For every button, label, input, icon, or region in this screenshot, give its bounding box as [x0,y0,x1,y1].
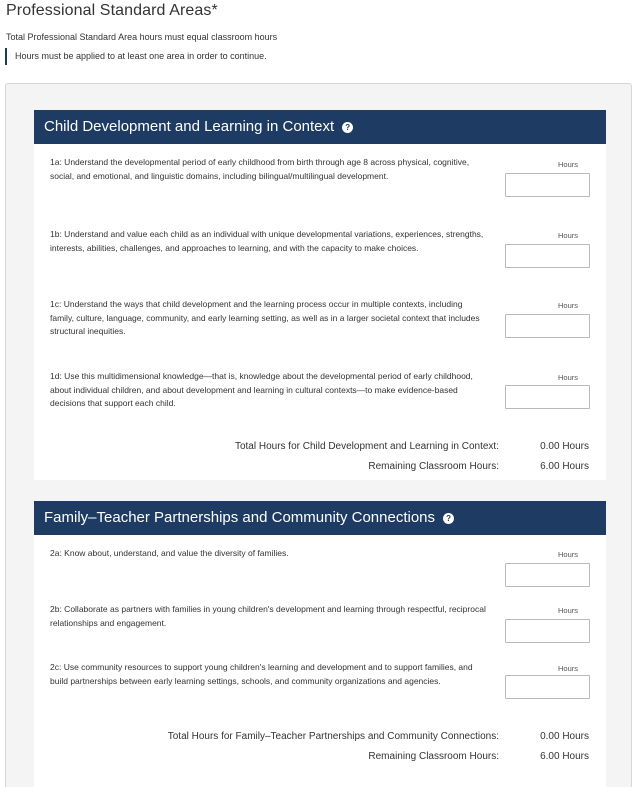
total-hours-row [235,441,589,452]
hours-label: Hours [558,606,579,615]
total-hours-label: Total Hours for Child Development and Learning in Context: [234,441,499,452]
hours-label: Hours [558,301,579,310]
standard-text: 2a: Know about, understand, and value the diversity of families. [50,548,289,558]
section-header [34,501,606,535]
remaining-hours-label: Remaining Classroom Hours: [368,461,499,472]
standard-text: 1a: Understand the developmental period of early childhood from birth through age 8 across physical, cognitive, social, and emotional, and linguistic domains, including bilingual/multilingual development. [50,157,470,181]
page-subtext: Total Professional Standard Area hours must equal classroom hours [6,32,278,42]
help-icon[interactable]: ? [443,513,454,524]
hours-label: Hours [558,160,579,169]
standards-panel [5,83,632,787]
hours-input-2a[interactable] [505,563,590,587]
hours-input-1d[interactable] [505,385,590,409]
hours-label: Hours [558,550,579,559]
hours-input-2c[interactable] [505,675,590,699]
standard-text: 1c: Understand the ways that child development and the learning process occur in multiple contexts, including family, culture, language, community, and early learning setting, as well as in a larger societal context that includes structural inequities. [50,299,480,336]
total-hours-row [168,731,589,742]
standard-text: 1b: Understand and value each child as an individual with unique developmental variations, experiences, strengths, interests, abilities, challenges, and approaches to learning, and with the capacity to make choices. [50,229,484,253]
standard-text: 2b: Collaborate as partners with families in young children's development and learning through respectful, reciprocal relationships and engagement. [50,604,486,628]
hours-input-1a[interactable] [505,173,590,197]
remaining-hours-label: Remaining Classroom Hours: [368,751,499,762]
standard-text: 2c: Use community resources to support young children's learning and development and to support families, and build partnerships between early learning settings, schools, and community organizations and agencies. [50,662,473,686]
remaining-hours-row [368,461,589,472]
section-child-development [34,110,606,480]
hours-input-2b[interactable] [505,619,590,643]
hours-label: Hours [558,373,579,382]
section-title: Child Development and Learning in Context [44,118,335,135]
section-header [34,110,606,144]
page-title: Professional Standard Areas* [6,2,218,19]
section-family-partnerships [34,501,606,787]
total-hours-value: 0.00 Hours [540,441,589,452]
help-icon[interactable]: ? [342,122,353,133]
standard-text: 1d: Use this multidimensional knowledge—that is, knowledge about the developmental period of early childhood, about individual children, and about development and learning in cultural contexts—to make evidence-based decisions that support each child. [50,371,473,408]
remaining-hours-row [368,751,589,762]
hours-label: Hours [558,231,579,240]
remaining-hours-value: 6.00 Hours [540,751,589,762]
validation-notice: Hours must be applied to at least one area in order to continue. [5,48,267,65]
total-hours-label: Total Hours for Family–Teacher Partnerships and Community Connections: [167,731,499,742]
hours-label: Hours [558,664,579,673]
total-hours-value: 0.00 Hours [540,731,589,742]
hours-input-1b[interactable] [505,244,590,268]
section-title: Family–Teacher Partnerships and Community Connections [44,509,436,526]
hours-input-1c[interactable] [505,314,590,338]
remaining-hours-value: 6.00 Hours [540,461,589,472]
